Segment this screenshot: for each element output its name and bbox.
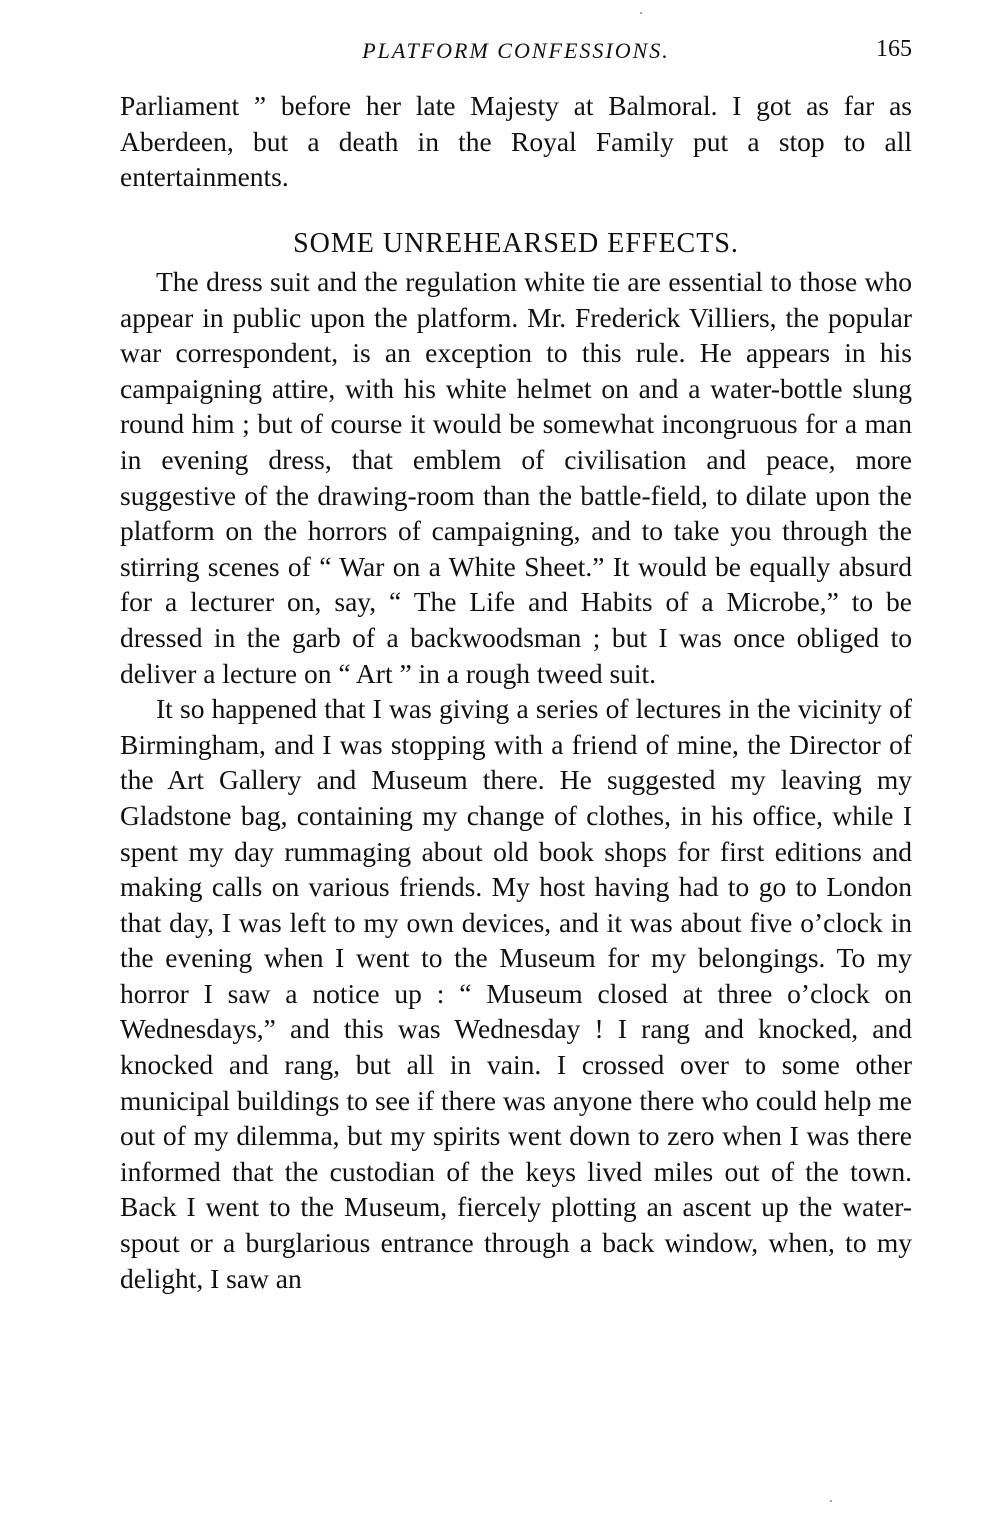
continuation-paragraph: Parliament ” before her late Majesty at Balmoral. I got as far as Aberdeen, but a death in the Royal Family put a stop to all entertainments. — [120, 90, 912, 193]
body-paragraph-1: The dress suit and the regulation white tie are essential to those who appear in public upon the platform. Mr. Frederick Villiers, the popular war correspondent, is an exception to this rule. He appears in his campaigning attire, with his white helmet on and a water-bottle slung round him ; but of course it would be somewhat incongruous for a man in evening dress, that emblem of civilisation and peace, more suggestive of the drawing-room than the battle-field, to dilate upon the platform on the horrors of campaigning, and to take you through the stirring scenes of “ War on a White Sheet.” It would be equally absurd for a lecturer on, say, “ The Life and Habits of a Microbe,” to be dressed in the garb of a backwoodsman ; but I was once obliged to deliver a lecture on “ Art ” in a rough tweed suit. — [120, 266, 912, 689]
section-heading: SOME UNREHEARSED EFFECTS. — [293, 228, 739, 259]
section-body — [120, 264, 912, 1296]
paper-speck-bottom — [830, 1500, 832, 1502]
paper-speck-top — [640, 12, 642, 14]
page-number: 165 — [876, 36, 912, 62]
continuation-text — [120, 88, 912, 195]
running-header — [120, 34, 912, 68]
body-paragraph-2: It so happened that I was giving a series of lectures in the vicinity of Birmingham, and I was stopping with a friend of mine, the Director of the Art Gallery and Museum there. He suggested my leaving my Gladstone bag, containing my change of clothes, in his office, while I spent my day rummaging about old book shops for first editions and making calls on various friends. My host having had to go to London that day, I was left to my own devices, and it was about five o’clock in the evening when I went to the Museum for my belongings. To my horror I saw a notice up : “ Museum closed at three o’clock on Wednesdays,” and this was Wednesday ! I rang and knocked, and knocked and rang, but all in vain. I crossed over to some other municipal buildings to see if there was anyone there who could help me out of my dilemma, but my spirits went down to zero when I was there informed that the custodian of the keys lived miles out of the town. Back I went to the Museum, fiercely plotting an ascent up the water-spout or a burglarious entrance through a back window, when, to my delight, I saw an — [120, 693, 912, 1294]
running-title: PLATFORM CONFESSIONS. — [362, 38, 670, 63]
